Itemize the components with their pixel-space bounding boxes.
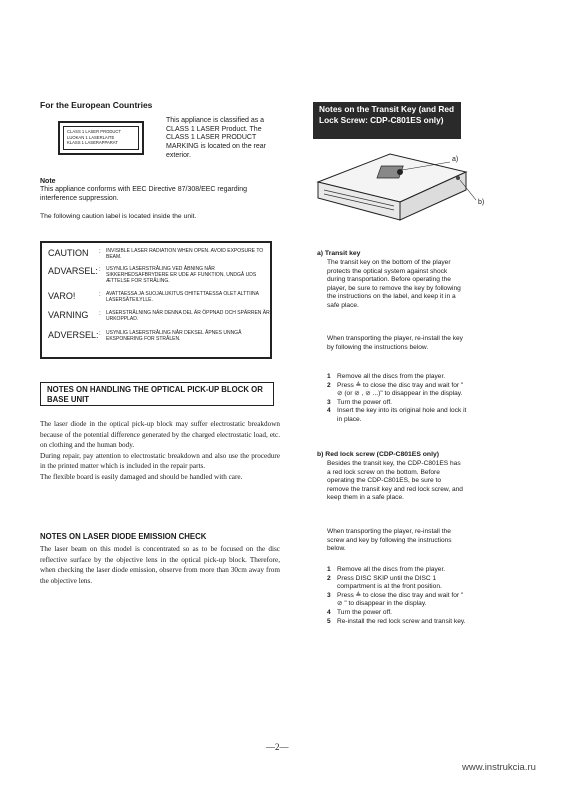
- optical-paragraph: The flexible board is easily damaged and should be handled with care.: [40, 472, 243, 481]
- caution-row-name: VARNING: [48, 310, 89, 320]
- caution-location-text: The following caution label is located inside the unit.: [40, 213, 197, 220]
- list-item: 1 Remove all the discs from the player.: [327, 566, 446, 573]
- caution-row-name: ADVARSEL:: [48, 266, 98, 276]
- transit-key-title: a) Transit key: [317, 250, 361, 257]
- transit-key-heading: Notes on the Transit Key (and Red Lock Screw: CDP-C801ES only): [313, 102, 461, 139]
- red-lock-screw-body: Besides the transit key, the CDP-C801ES has a red lock screw on the bottom. Before operating the CDP-C801ES, be sure to remove the transit key and red lock screw, and keep them in a safe place.: [327, 460, 463, 502]
- red-lock-screw-title: b) Red lock screw (CDP-C801ES only): [317, 451, 439, 458]
- eu-heading: For the European Countries: [40, 100, 153, 110]
- caution-row-name: ADVERSEL:: [48, 330, 99, 340]
- optical-paragraph: During repair, pay attention to electrostatic breakdown and also use the procedure in the printed matter which is included in the repair parts.: [40, 451, 280, 471]
- list-item: 4 Insert the key into its original hole and lock it in place.: [327, 407, 467, 423]
- list-item: 4 Turn the power off.: [327, 608, 392, 616]
- caution-row-text: USYNLIG LASERSTRÅLING VED ÅBNING NÅR SIKKERHEDSAFBRYDERE ER UDE AF FUNKTION. UNDGÅ UDS ÆTTELSE FOR STRÅLING.: [106, 266, 257, 284]
- red-lock-screw-steps: [327, 566, 467, 626]
- label-line: CLASS 1 LASER PRODUCT: [67, 129, 121, 134]
- caution-row-text: INVISIBLE LASER RADIATION WHEN OPEN. AVOID EXPOSURE TO BEAM.: [106, 248, 264, 260]
- list-item: 2 Press ≜ to close the disc tray and wait for " ⊘ (or ⊘ , ⊘ ...)" to disappear in the display.: [327, 381, 464, 398]
- caution-row-text: USYNLIG LASERSTRÅLING NÅR DEKSEL ÅPNES UNNGÅ EKSPONERING FOR STRÅLEN.: [106, 330, 242, 342]
- optical-paragraph: The laser diode in the optical pick-up block may suffer electrostatic breakdown because of the potential difference generated by the charged electrostatic load, etc. on clothing and the human body.: [40, 420, 280, 450]
- caution-row-text: LASERSTRÅLNING NÄR DENNA DEL ÄR ÖPPNAD OCH SPÄRREN ÄR URKOPPLAD.: [106, 310, 270, 322]
- list-item: 2 Press DISC SKIP until the DISC 1 compartment is at the front position.: [327, 574, 442, 591]
- note-heading: Note: [40, 178, 56, 185]
- list-item: 3 Press ≜ to close the disc tray and wait for " ⊘ " to disappear in the display.: [327, 591, 464, 608]
- transit-key-body: The transit key on the bottom of the player protects the optical system against shock during transportation. Before operating the player, be sure to remove the key by following the instructions on the label, and keep it in a safe place.: [327, 259, 461, 309]
- note-text: This appliance conforms with EEC Directive 87/308/EEC regarding interference suppression.: [40, 186, 247, 202]
- transit-key-steps: [327, 373, 467, 425]
- page-number: —2—: [266, 742, 289, 752]
- list-item: 5 Re-install the red lock screw and transit key.: [327, 617, 466, 625]
- player-bottom-illustration: [310, 142, 500, 242]
- callout-a: a): [452, 156, 459, 163]
- class1-laser-label: [58, 121, 144, 155]
- caution-row-name: CAUTION: [48, 248, 89, 258]
- watermark-link[interactable]: www.instrukcia.ru: [462, 762, 536, 773]
- callout-b: b): [478, 199, 485, 206]
- caution-row-name: VARO!: [48, 291, 76, 301]
- class1-description: This appliance is classified as a CLASS 1 LASER Product. The CLASS 1 LASER PRODUCT MARKING is located on the rear exterior.: [166, 117, 266, 159]
- caution-row-text: AVATTAESSA JA SUOJALUKITUS OHITETTAESSA OLET ALTTIINA LASERSÄTEILYLLE.: [106, 291, 259, 303]
- list-item: 1 Remove all the discs from the player.: [327, 373, 446, 380]
- list-item: 3 Turn the power off.: [327, 398, 392, 406]
- optical-pickup-heading: NOTES ON HANDLING THE OPTICAL PICK-UP BLOCK OR BASE UNIT: [40, 382, 274, 406]
- emission-heading: NOTES ON LASER DIODE EMISSION CHECK: [40, 532, 207, 541]
- label-line: KLASS 1 LASERAPPARAT: [67, 140, 118, 146]
- red-lock-screw-transport: When transporting the player, re-install the screw and key by following the instructions below.: [327, 528, 452, 553]
- emission-text: The laser beam on this model is concentrated so as to be focused on the disc reflective surface by the objective lens in the optical pick-up block. Therefore, when checking the laser diode emission, observe from more than 30cm away from the objective lens.: [40, 545, 280, 585]
- label-line: LUOKAN 1 LASERLAITE: [67, 134, 115, 140]
- caution-label-box: CAUTION : INVISIBLE LASER RADIATION WHEN OPEN. AVOID EXPOSURE TO BEAM. ADVARSEL: : USYNLIG LASERSTRÅLING VED ÅBNING NÅR SIKKERHEDSAFBRYDERE ER UDE AF FUNKTION. UNDGÅ UDS ÆTTELSE FOR STRÅLING. VARO! : AVATTAESSA JA SUOJALUKITUS OHITETTAESSA OLET ALTTIINA LASERSÄTEILYLLE. VARNING : LASERSTRÅLNING NÄR DENNA DEL ÄR ÖPPNAD OCH SPÄRREN ÄR URKOPPLAD. ADVERSEL: : USYNLIG LASERSTRÅLING NÅR DEKSEL ÅPNES UNNGÅ EKSPONERING FOR STRÅLEN.: [40, 241, 272, 359]
- transit-key-transport: When transporting the player, re-install the key by following the instructions below.: [327, 335, 463, 351]
- optical-pickup-text: [40, 419, 280, 483]
